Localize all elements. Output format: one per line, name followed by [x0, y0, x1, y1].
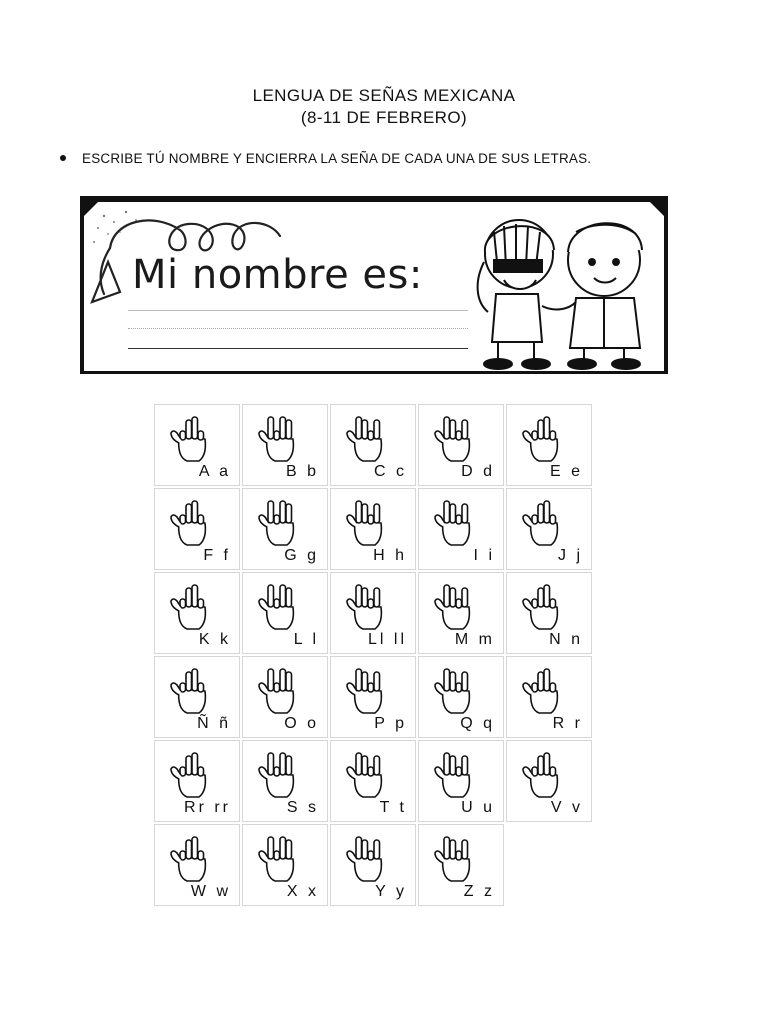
sign-card[interactable] — [242, 740, 328, 822]
writing-line — [128, 328, 468, 329]
sign-letter-label: E e — [549, 463, 583, 480]
sign-card[interactable] — [506, 656, 592, 738]
hand-sign-d-icon — [429, 411, 479, 465]
writing-line — [128, 310, 468, 311]
sign-card[interactable] — [330, 572, 416, 654]
hand-sign-v-icon — [517, 747, 567, 801]
hand-sign-p-icon — [341, 663, 391, 717]
page-title: LENGUA DE SEÑAS MEXICANA — [252, 86, 516, 105]
hand-sign-l-icon — [253, 579, 303, 633]
sign-card[interactable] — [242, 404, 328, 486]
sign-letter-label: D d — [461, 463, 495, 480]
sign-letter-label: V v — [550, 799, 583, 816]
sign-letter-label: F f — [203, 547, 231, 564]
sign-card[interactable] — [154, 488, 240, 570]
sign-card[interactable] — [330, 740, 416, 822]
bullet-icon — [60, 155, 66, 161]
sign-card[interactable] — [418, 740, 504, 822]
sign-letter-label: B b — [285, 463, 319, 480]
hand-sign-g-icon — [253, 495, 303, 549]
sign-letter-label: N n — [549, 631, 583, 648]
sign-card[interactable] — [154, 404, 240, 486]
hand-sign-o-icon — [253, 663, 303, 717]
sign-letter-label: C c — [374, 463, 407, 480]
hand-sign-k-icon — [165, 579, 215, 633]
sign-card[interactable] — [154, 740, 240, 822]
hand-sign-j-icon — [517, 495, 567, 549]
sign-card[interactable] — [242, 824, 328, 906]
hand-sign-q-icon — [429, 663, 479, 717]
banner-title: Mi nombre es: — [132, 252, 423, 298]
hand-sign-b-icon — [253, 411, 303, 465]
sign-card[interactable] — [242, 656, 328, 738]
hand-sign-n-icon — [517, 579, 567, 633]
sign-letter-label: J j — [558, 547, 583, 564]
sign-letter-label: M m — [454, 631, 495, 648]
hand-sign-u-icon — [429, 747, 479, 801]
hand-sign-t-icon — [341, 747, 391, 801]
writing-line — [128, 348, 468, 349]
hand-sign-z-icon — [429, 831, 479, 885]
hand-sign-e-icon — [517, 411, 567, 465]
sign-letter-label: T t — [379, 799, 407, 816]
sign-letter-label: L l — [293, 631, 319, 648]
sign-letter-label: S s — [286, 799, 319, 816]
sign-letter-label: O o — [284, 715, 319, 732]
hand-sign-c-icon — [341, 411, 391, 465]
hand-sign-enie-icon — [165, 663, 215, 717]
hand-sign-y-icon — [341, 831, 391, 885]
sign-card[interactable] — [506, 740, 592, 822]
sign-card[interactable] — [418, 656, 504, 738]
sign-card[interactable] — [506, 572, 592, 654]
sign-card[interactable] — [418, 404, 504, 486]
sign-card[interactable] — [330, 404, 416, 486]
hand-sign-s-icon — [253, 747, 303, 801]
sign-letter-label: I i — [473, 547, 495, 564]
sign-letter-label: Q q — [460, 715, 495, 732]
hand-sign-rr-icon — [165, 747, 215, 801]
hand-sign-ll-icon — [341, 579, 391, 633]
children-illustration-icon — [464, 202, 664, 371]
sign-letter-label: P p — [374, 715, 407, 732]
sign-card[interactable] — [506, 488, 592, 570]
sign-letter-label: A a — [198, 463, 231, 480]
sign-letter-label: U u — [461, 799, 495, 816]
sign-card[interactable] — [418, 488, 504, 570]
sign-letter-label: R r — [552, 715, 583, 732]
instruction-text: ESCRIBE TÚ NOMBRE Y ENCIERRA LA SEÑA DE CADA UNA DE SUS LETRAS. — [82, 151, 592, 166]
sign-card[interactable] — [418, 824, 504, 906]
sign-card[interactable] — [418, 572, 504, 654]
instruction-item — [60, 151, 740, 166]
hand-sign-i-icon — [429, 495, 479, 549]
sign-letter-label: H h — [373, 547, 407, 564]
sign-card[interactable] — [330, 824, 416, 906]
sign-card[interactable] — [330, 488, 416, 570]
sign-card[interactable] — [506, 404, 592, 486]
sign-letter-label: Ll ll — [367, 631, 407, 648]
hand-sign-w-icon — [165, 831, 215, 885]
sign-alphabet-grid — [154, 404, 598, 906]
sign-letter-label: Rr rr — [184, 799, 231, 816]
sign-card[interactable] — [154, 656, 240, 738]
sign-letter-label: W w — [190, 883, 231, 900]
page-subtitle: (8-11 DE FEBRERO) — [300, 108, 468, 127]
sign-letter-label: K k — [198, 631, 231, 648]
hand-sign-a-icon — [165, 411, 215, 465]
sign-card[interactable] — [154, 572, 240, 654]
hand-sign-r-icon — [517, 663, 567, 717]
sign-card[interactable] — [154, 824, 240, 906]
sign-card[interactable] — [242, 572, 328, 654]
hand-sign-x-icon — [253, 831, 303, 885]
name-banner — [80, 196, 668, 374]
sign-letter-label: Ñ ñ — [197, 715, 231, 732]
hand-sign-h-icon — [341, 495, 391, 549]
sign-letter-label: Y y — [375, 883, 407, 900]
sign-letter-label: G g — [284, 547, 319, 564]
hand-sign-m-icon — [429, 579, 479, 633]
sign-card[interactable] — [330, 656, 416, 738]
sign-card[interactable] — [242, 488, 328, 570]
sign-letter-label: Z z — [463, 883, 495, 900]
sign-letter-label: X x — [286, 883, 319, 900]
hand-sign-f-icon — [165, 495, 215, 549]
